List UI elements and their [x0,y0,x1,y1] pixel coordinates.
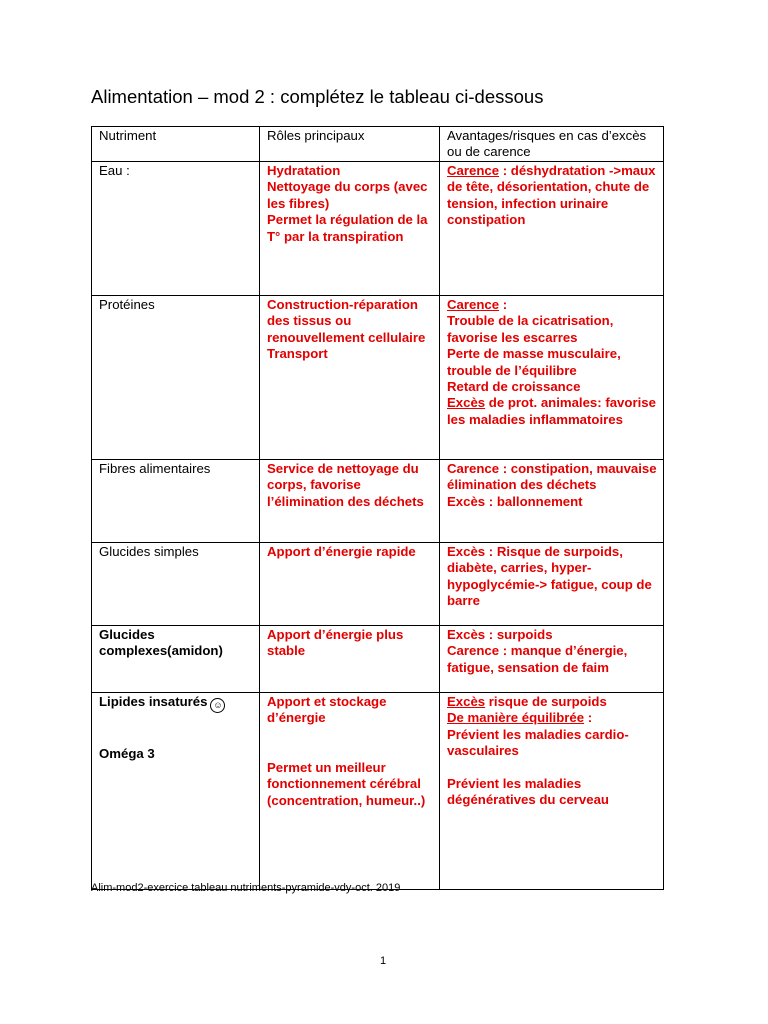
equilibre-colon: : [584,710,593,726]
roles-cell [260,296,440,460]
header-roles: Rôles principaux [260,127,440,162]
nutrient-cell: Fibres alimentaires [92,460,260,543]
carence-colon: : [499,297,508,312]
nutrient-cell: Eau : [92,162,260,296]
role-line: Construction-réparation des tissus ou renouvellement cellulaire [267,297,426,345]
role-line: Hydratation [267,163,341,178]
roles-cell [260,626,440,693]
risks-cell [440,693,664,890]
table-row [92,626,664,693]
table-row [92,543,664,626]
smiley-icon: ☺ [210,698,225,713]
risk-line: Prévient les maladies cardio-vasculaires [447,726,629,759]
roles-cell [260,460,440,543]
roles-cell [260,162,440,296]
risk-line: Retard de croissance [447,379,581,395]
nutrient-label: Lipides insaturés [99,694,208,709]
risk-line: Excès : surpoids [447,627,553,642]
roles-cell [260,543,440,626]
risks-cell [440,543,664,626]
role-line: Nettoyage du corps (avec les fibres) [267,179,428,211]
risk-line: Trouble de la cicatrisation, favorise les escarres [447,313,614,345]
footer-text: Alim-mod2-exercice tableau nutriments-pyramide-vdy-oct. 2019 [91,882,401,894]
page-number: 1 [380,955,387,967]
role-line: Permet un meilleur fonctionnement cérébral (concentration, humeur..) [267,759,426,808]
table-row [92,162,664,296]
nutrient-cell: Protéines [92,296,260,460]
header-nutriment: Nutriment [92,127,260,162]
role-line: Apport d’énergie rapide [267,544,416,559]
risk-text: risque de surpoids [485,694,607,709]
risks-cell [440,296,664,460]
page-title: Alimentation – mod 2 : complétez le tableau ci-dessous [91,86,544,107]
exces-label: Excès [447,395,486,411]
role-line: Transport [267,346,328,362]
risk-line: Prévient les maladies dégénératives du cerveau [447,775,609,808]
role-line: Service de nettoyage du corps, favorise l’élimination des déchets [267,461,424,509]
nutrient-table [91,126,664,890]
table-row [92,693,664,890]
nutrient-cell: Glucides simples [92,543,260,626]
risks-cell [440,460,664,543]
risk-line: Excès : Risque de surpoids, diabète, carries, hyper-hypoglycémie-> fatigue, coup de barre [447,544,652,609]
carence-label: Carence [447,163,500,178]
risk-line: Perte de masse musculaire, trouble de l’équilibre [447,346,621,378]
risk-line: Excès : ballonnement [447,493,583,509]
carence-label: Carence [447,297,500,312]
risk-line: Carence : manque d’énergie, fatigue, sensation de faim [447,643,628,675]
nutrient-label-omega: Oméga 3 [99,746,155,761]
table-header-row [92,127,664,162]
risk-line: Carence : constipation, mauvaise élimination des déchets [447,461,657,493]
role-line: Apport d’énergie plus stable [267,627,404,659]
table-row [92,296,664,460]
exces-label: Excès [447,694,486,709]
nutrient-cell: Glucides complexes(amidon) [92,626,260,693]
header-risks: Avantages/risques en cas d’excès ou de carence [440,127,664,162]
nutrient-cell [92,693,260,890]
equilibre-label: De manière équilibrée [447,710,585,726]
role-line: Permet la régulation de la T° par la transpiration [267,212,428,244]
table-row [92,460,664,543]
risks-cell [440,626,664,693]
risks-cell [440,162,664,296]
risk-text: : déshydratation ->maux de tête, désorientation, chute de tension, infection urinaire constipation [447,163,656,228]
role-line: Apport et stockage d’énergie [267,694,387,726]
risk-text: de prot. animales: favorise les maladies inflammatoires [447,395,656,427]
roles-cell [260,693,440,890]
